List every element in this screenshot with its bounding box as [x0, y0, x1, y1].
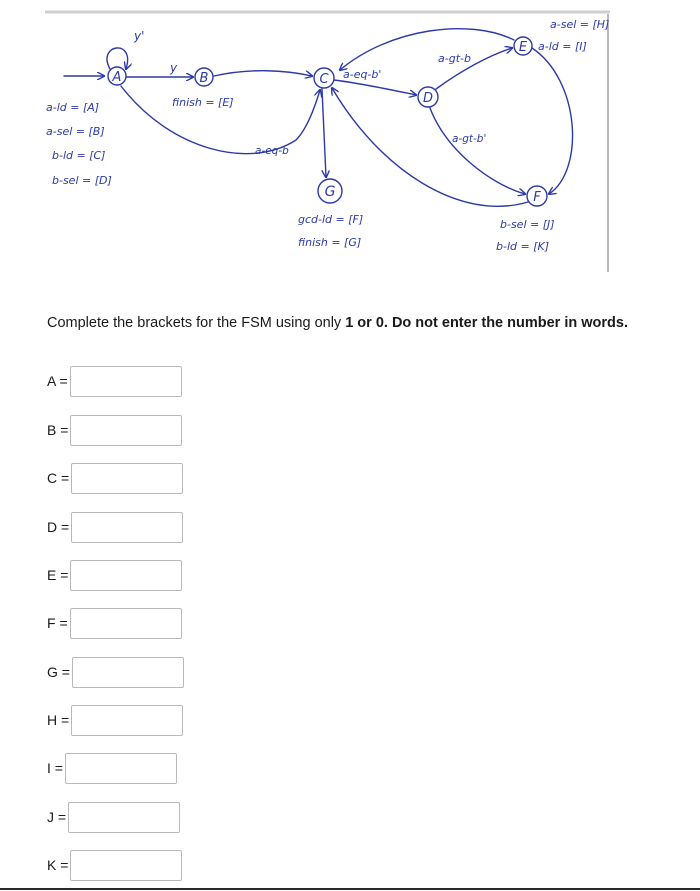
answer-row-k [47, 848, 182, 882]
answer-row-b [47, 413, 182, 447]
answer-label-f: F = [47, 615, 68, 631]
answer-label-d: D = [47, 519, 70, 535]
answer-input-k[interactable] [70, 850, 182, 881]
e-output-2: a-ld = [I] [538, 40, 587, 53]
answer-row-j [47, 800, 180, 834]
answer-input-d[interactable] [71, 512, 183, 543]
a-to-b-label: y [170, 61, 178, 75]
instructions-text-1: Complete the brackets for the FSM using only [47, 315, 346, 331]
answer-row-f [47, 606, 182, 640]
answer-row-d [47, 510, 183, 544]
answer-label-g: G = [47, 664, 70, 680]
answer-row-h [47, 703, 183, 737]
answer-label-i: I = [47, 760, 63, 776]
bottom-border [0, 888, 700, 890]
answer-input-b[interactable] [70, 415, 182, 446]
instructions-bold-1: 1 or 0. [345, 315, 388, 331]
b-to-c-arrow [214, 71, 312, 76]
answer-label-j: J = [47, 809, 67, 825]
a-self-loop [107, 48, 128, 69]
answer-row-i [47, 751, 177, 785]
f-output-1: b-sel = [J] [500, 218, 555, 231]
instructions [47, 312, 647, 334]
a-output-3: b-ld = [C] [52, 149, 106, 162]
fsm-diagram [0, 0, 700, 290]
answer-row-c [47, 461, 183, 495]
e-output-1: a-sel = [H] [550, 18, 610, 31]
a-output-4: b-sel = [D] [52, 174, 112, 187]
answer-input-h[interactable] [71, 705, 183, 736]
self-loop-label: y' [134, 29, 145, 43]
c-to-g-arrow [322, 89, 326, 177]
answer-input-a[interactable] [70, 366, 182, 397]
f-output-2: b-ld = [K] [496, 240, 549, 253]
answer-input-i[interactable] [65, 753, 177, 784]
state-c-label: C [319, 72, 329, 87]
state-a-label: A [112, 70, 122, 85]
answer-label-c: C = [47, 470, 70, 486]
g-output-2: finish = [G] [298, 236, 362, 249]
answer-input-g[interactable] [72, 657, 184, 688]
a-output-2: a-sel = [B] [46, 125, 105, 138]
a-to-c-label: a-eq-b [255, 145, 289, 157]
state-f-label: F [533, 190, 541, 205]
c-to-d-label: a-eq-b' [343, 68, 382, 81]
answer-row-g [47, 655, 184, 689]
state-b-label: B [199, 71, 209, 86]
state-e-label: E [518, 40, 528, 55]
state-g-label: G [324, 184, 336, 200]
d-to-e-label: a-gt-b [438, 52, 471, 65]
a-output-1: a-ld = [A] [46, 101, 100, 114]
answer-row-e [47, 558, 182, 592]
state-d-label: D [422, 91, 434, 106]
answer-input-e[interactable] [70, 560, 182, 591]
answer-row-a [47, 364, 182, 398]
answer-input-f[interactable] [70, 608, 182, 639]
answer-label-k: K = [47, 857, 69, 873]
instructions-bold-2: Do not enter the number in words. [391, 315, 628, 331]
d-to-f-arrow [430, 108, 525, 194]
answer-label-e: E = [47, 567, 69, 583]
answer-label-a: A = [47, 373, 68, 389]
answer-input-j[interactable] [68, 802, 180, 833]
e-to-c-arrow [340, 29, 514, 70]
e-to-f-arrow [532, 48, 573, 194]
answer-label-h: H = [47, 712, 70, 728]
answer-input-c[interactable] [71, 463, 183, 494]
d-to-f-label: a-gt-b' [452, 133, 487, 145]
c-to-d-arrow [334, 80, 416, 95]
g-output-1: gcd-ld = [F] [298, 213, 364, 226]
b-output: finish = [E] [172, 96, 234, 109]
answer-label-b: B = [47, 422, 69, 438]
